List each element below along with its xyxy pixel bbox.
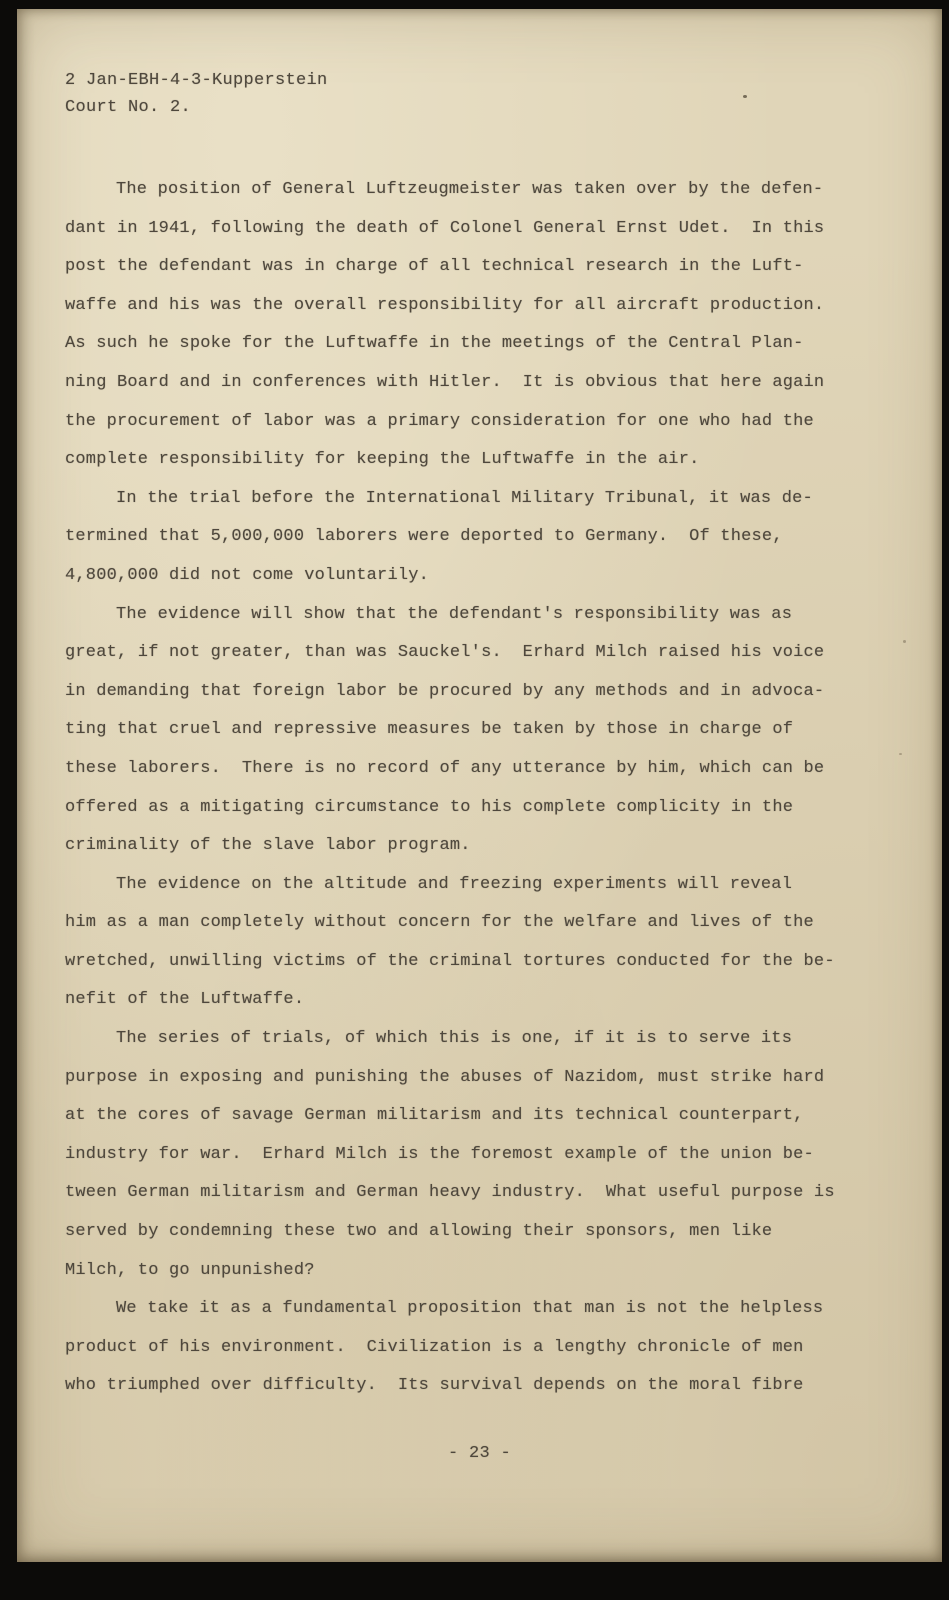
- text-line: post the defendant was in charge of all technical research in the Luft-: [65, 257, 804, 277]
- header-court-line: Court No. 2.: [65, 98, 192, 117]
- scan-speck: [903, 640, 906, 643]
- text-line: who triumphed over difficulty. Its survival depends on the moral fibre: [65, 1376, 804, 1396]
- paragraph: [65, 171, 894, 480]
- text-line: waffe and his was the overall responsibility for all aircraft production.: [65, 295, 825, 315]
- page-number: - 23 -: [447, 1444, 511, 1463]
- document-header: [65, 67, 894, 121]
- text-line: the procurement of labor was a primary consideration for one who had the: [65, 411, 814, 431]
- text-line: termined that 5,000,000 laborers were deported to Germany. Of these,: [65, 527, 783, 547]
- text-line: him as a man completely without concern for the welfare and lives of the: [65, 913, 814, 933]
- text-line: As such he spoke for the Luftwaffe in the meetings of the Central Plan-: [65, 334, 804, 354]
- text-line: wretched, unwilling victims of the criminal tortures conducted for the be-: [65, 951, 835, 971]
- scan-speck: [899, 753, 902, 755]
- text-line: The evidence will show that the defendant's responsibility was as: [116, 604, 793, 624]
- text-line: tween German militarism and German heavy industry. What useful purpose is: [65, 1183, 835, 1203]
- text-line: product of his environment. Civilization is a lengthy chronicle of men: [65, 1337, 804, 1357]
- text-line: dant in 1941, following the death of Colonel General Ernst Udet. In this: [65, 218, 825, 238]
- text-line: served by condemning these two and allowing their sponsors, men like: [65, 1222, 773, 1242]
- text-line: In the trial before the International Military Tribunal, it was de-: [116, 488, 813, 508]
- text-line: in demanding that foreign labor be procured by any methods and in advoca-: [65, 681, 825, 701]
- text-line: The evidence on the altitude and freezing experiments will reveal: [116, 874, 793, 894]
- text-line: The position of General Luftzeugmeister was taken over by the defen-: [116, 180, 824, 199]
- page-margins: [17, 9, 942, 1562]
- text-line: Milch, to go unpunished?: [65, 1260, 315, 1280]
- text-line: 4,800,000 did not come voluntarily.: [65, 565, 430, 585]
- text-line: at the cores of savage German militarism and its technical counterpart,: [65, 1106, 804, 1126]
- text-line: We take it as a fundamental proposition that man is not the helpless: [116, 1299, 824, 1319]
- scan-speck: [743, 95, 747, 98]
- text-line: great, if not greater, than was Sauckel's. Erhard Milch raised his voice: [65, 643, 825, 663]
- text-line: The series of trials, of which this is one, if it is to serve its: [116, 1029, 793, 1049]
- paragraph: [65, 480, 894, 596]
- text-line: industry for war. Erhard Milch is the foremost example of the union be-: [65, 1144, 814, 1164]
- paragraph: [65, 1020, 894, 1290]
- text-line: criminality of the slave labor program.: [65, 836, 471, 856]
- paragraph: [65, 1290, 894, 1406]
- text-line: purpose in exposing and punishing the abuses of Nazidom, must strike hard: [65, 1067, 825, 1087]
- paragraph: [65, 596, 894, 866]
- text-line: complete responsibility for keeping the Luftwaffe in the air.: [65, 450, 700, 470]
- paragraph: [65, 866, 894, 1020]
- text-line: these laborers. There is no record of any utterance by him, which can be: [65, 758, 825, 778]
- text-line: offered as a mitigating circumstance to his complete complicity in the: [65, 797, 794, 817]
- text-line: nefit of the Luftwaffe.: [65, 990, 305, 1010]
- text-line: ting that cruel and repressive measures be taken by those in charge of: [65, 720, 794, 740]
- text-line: ning Board and in conferences with Hitler. It is obvious that here again: [65, 372, 825, 392]
- document-page: [17, 9, 942, 1562]
- header-case-line: 2 Jan-EBH-4-3-Kupperstein: [65, 71, 328, 90]
- document-body: [65, 171, 894, 1406]
